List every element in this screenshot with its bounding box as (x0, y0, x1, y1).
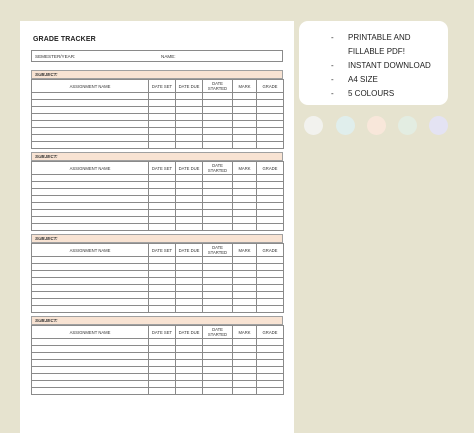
header-row (32, 244, 284, 257)
table-cell[interactable] (203, 142, 233, 149)
table-cell[interactable] (233, 374, 257, 381)
table-cell[interactable] (233, 360, 257, 367)
column-header: GRADE (257, 244, 284, 257)
colour-swatch (367, 116, 386, 135)
table-cell[interactable] (149, 353, 176, 360)
table-cell[interactable] (233, 353, 257, 360)
column-header: DATE SET (149, 244, 176, 257)
table-row (32, 257, 284, 264)
table-cell[interactable] (257, 121, 284, 128)
subject-bar[interactable] (31, 70, 283, 79)
table-cell[interactable] (233, 114, 257, 121)
table-cell[interactable] (203, 271, 233, 278)
table-row (32, 121, 284, 128)
table-cell[interactable] (203, 339, 233, 346)
table-cell[interactable] (257, 175, 284, 182)
subject-label: SUBJECT: (35, 318, 58, 323)
features-card (299, 21, 448, 105)
table-cell[interactable] (32, 339, 149, 346)
table-cell[interactable] (233, 285, 257, 292)
feature-fillable: FILLABLE PDF! (348, 47, 405, 56)
table-row (32, 292, 284, 299)
table-cell[interactable] (149, 203, 176, 210)
table-cell[interactable] (203, 257, 233, 264)
table-cell[interactable] (176, 360, 203, 367)
column-header: DATE SET (149, 326, 176, 339)
table-cell[interactable] (233, 271, 257, 278)
table-cell[interactable] (233, 381, 257, 388)
table-cell[interactable] (233, 224, 257, 231)
table-cell[interactable] (32, 346, 149, 353)
table-cell[interactable] (233, 257, 257, 264)
colour-swatch (429, 116, 448, 135)
table-cell[interactable] (257, 271, 284, 278)
bullet: - (331, 61, 334, 70)
feature-printable: PRINTABLE AND (348, 33, 411, 42)
table-row (32, 299, 284, 306)
table-row (32, 353, 284, 360)
table-cell[interactable] (176, 100, 203, 107)
column-header: MARK (233, 162, 257, 175)
table-cell[interactable] (233, 278, 257, 285)
table-cell[interactable] (203, 346, 233, 353)
table-row (32, 175, 284, 182)
subject-label: SUBJECT: (35, 154, 58, 159)
table-cell[interactable] (257, 292, 284, 299)
table-cell[interactable] (176, 285, 203, 292)
assignment-table (31, 325, 284, 395)
table-cell[interactable] (257, 128, 284, 135)
table-row (32, 203, 284, 210)
table-cell[interactable] (149, 381, 176, 388)
table-cell[interactable] (233, 93, 257, 100)
header-row (32, 162, 284, 175)
table-cell[interactable] (233, 100, 257, 107)
table-cell[interactable] (149, 367, 176, 374)
table-cell[interactable] (32, 203, 149, 210)
table-row (32, 182, 284, 189)
table-cell[interactable] (257, 100, 284, 107)
table-cell[interactable] (176, 175, 203, 182)
semester-year-field[interactable]: SEMESTER/YEAR: (35, 53, 76, 59)
table-cell[interactable] (233, 388, 257, 395)
table-cell[interactable] (203, 121, 233, 128)
column-header: DATE SET (149, 80, 176, 93)
table-cell[interactable] (149, 224, 176, 231)
table-cell[interactable] (32, 374, 149, 381)
table-cell[interactable] (176, 388, 203, 395)
table-cell[interactable] (149, 346, 176, 353)
table-cell[interactable] (233, 217, 257, 224)
table-cell[interactable] (149, 175, 176, 182)
table-cell[interactable] (149, 128, 176, 135)
table-cell[interactable] (203, 107, 233, 114)
table-row (32, 271, 284, 278)
table-cell[interactable] (176, 203, 203, 210)
table-row (32, 264, 284, 271)
table-cell[interactable] (32, 299, 149, 306)
table-cell[interactable] (233, 264, 257, 271)
column-header: MARK (233, 244, 257, 257)
table-cell[interactable] (203, 210, 233, 217)
table-cell[interactable] (233, 107, 257, 114)
table-cell[interactable] (32, 93, 149, 100)
table-cell[interactable] (176, 292, 203, 299)
subject-label: SUBJECT: (35, 72, 58, 77)
table-cell[interactable] (257, 114, 284, 121)
table-cell[interactable] (257, 346, 284, 353)
subject-section (31, 234, 283, 313)
table-cell[interactable] (257, 107, 284, 114)
table-cell[interactable] (149, 285, 176, 292)
table-cell[interactable] (233, 306, 257, 313)
table-cell[interactable] (32, 196, 149, 203)
table-cell[interactable] (233, 182, 257, 189)
table-cell[interactable] (176, 210, 203, 217)
table-cell[interactable] (149, 135, 176, 142)
table-cell[interactable] (149, 388, 176, 395)
table-cell[interactable] (176, 107, 203, 114)
table-cell[interactable] (32, 360, 149, 367)
table-cell[interactable] (233, 128, 257, 135)
table-cell[interactable] (233, 135, 257, 142)
table-cell[interactable] (233, 142, 257, 149)
info-row (31, 50, 283, 62)
table-cell[interactable] (149, 264, 176, 271)
table-cell[interactable] (257, 353, 284, 360)
table-cell[interactable] (203, 360, 233, 367)
column-header: DATE DUE (176, 162, 203, 175)
table-cell[interactable] (257, 189, 284, 196)
table-row (32, 285, 284, 292)
table-cell[interactable] (149, 114, 176, 121)
table-row (32, 93, 284, 100)
table-cell[interactable] (203, 93, 233, 100)
table-row (32, 367, 284, 374)
table-row (32, 135, 284, 142)
table-row (32, 114, 284, 121)
table-cell[interactable] (233, 175, 257, 182)
table-cell[interactable] (257, 264, 284, 271)
table-cell[interactable] (32, 271, 149, 278)
table-cell[interactable] (32, 128, 149, 135)
subject-section (31, 70, 283, 149)
table-cell[interactable] (32, 217, 149, 224)
table-row (32, 388, 284, 395)
table-cell[interactable] (203, 353, 233, 360)
page-title: GRADE TRACKER (33, 36, 96, 43)
table-cell[interactable] (257, 374, 284, 381)
table-cell[interactable] (32, 388, 149, 395)
table-cell[interactable] (233, 292, 257, 299)
subject-bar[interactable] (31, 316, 283, 325)
table-cell[interactable] (176, 346, 203, 353)
table-cell[interactable] (32, 367, 149, 374)
table-cell[interactable] (32, 381, 149, 388)
table-cell[interactable] (257, 381, 284, 388)
table-cell[interactable] (32, 306, 149, 313)
table-cell[interactable] (32, 100, 149, 107)
column-header: DATE STARTED (203, 244, 233, 257)
table-cell[interactable] (176, 339, 203, 346)
table-row (32, 128, 284, 135)
table-cell[interactable] (203, 278, 233, 285)
table-row (32, 224, 284, 231)
table-cell[interactable] (32, 292, 149, 299)
table-cell[interactable] (32, 114, 149, 121)
table-cell[interactable] (176, 135, 203, 142)
table-cell[interactable] (149, 121, 176, 128)
table-cell[interactable] (257, 257, 284, 264)
bullet: - (331, 33, 334, 42)
table-cell[interactable] (203, 292, 233, 299)
table-cell[interactable] (257, 339, 284, 346)
colour-swatch (398, 116, 417, 135)
table-cell[interactable] (176, 182, 203, 189)
table-cell[interactable] (176, 114, 203, 121)
table-cell[interactable] (176, 278, 203, 285)
table-cell[interactable] (203, 299, 233, 306)
assignment-table (31, 161, 284, 231)
table-cell[interactable] (257, 285, 284, 292)
table-cell[interactable] (233, 121, 257, 128)
table-cell[interactable] (149, 217, 176, 224)
table-cell[interactable] (149, 93, 176, 100)
table-cell[interactable] (32, 135, 149, 142)
table-cell[interactable] (176, 264, 203, 271)
subject-bar[interactable] (31, 152, 283, 161)
table-cell[interactable] (257, 203, 284, 210)
table-cell[interactable] (257, 142, 284, 149)
table-cell[interactable] (257, 360, 284, 367)
table-cell[interactable] (203, 182, 233, 189)
column-header: DATE DUE (176, 80, 203, 93)
column-header: MARK (233, 80, 257, 93)
table-cell[interactable] (149, 374, 176, 381)
column-header: ASSIGNMENT NAME (32, 244, 149, 257)
table-cell[interactable] (32, 224, 149, 231)
table-cell[interactable] (203, 264, 233, 271)
table-cell[interactable] (257, 182, 284, 189)
table-cell[interactable] (149, 299, 176, 306)
name-field[interactable]: NAME: (161, 53, 176, 59)
table-cell[interactable] (176, 224, 203, 231)
table-cell[interactable] (32, 189, 149, 196)
table-row (32, 381, 284, 388)
table-cell[interactable] (176, 271, 203, 278)
table-cell[interactable] (176, 121, 203, 128)
table-cell[interactable] (203, 306, 233, 313)
table-cell[interactable] (32, 257, 149, 264)
grade-tracker-page (20, 21, 294, 433)
table-cell[interactable] (176, 381, 203, 388)
table-cell[interactable] (203, 175, 233, 182)
table-cell[interactable] (203, 114, 233, 121)
table-cell[interactable] (257, 306, 284, 313)
table-row (32, 100, 284, 107)
column-header: ASSIGNMENT NAME (32, 80, 149, 93)
feature-download: INSTANT DOWNLOAD (348, 61, 431, 70)
table-cell[interactable] (233, 299, 257, 306)
table-row (32, 210, 284, 217)
table-cell[interactable] (176, 196, 203, 203)
table-cell[interactable] (203, 196, 233, 203)
table-cell[interactable] (176, 306, 203, 313)
table-cell[interactable] (32, 107, 149, 114)
table-cell[interactable] (149, 339, 176, 346)
table-cell[interactable] (203, 135, 233, 142)
table-row (32, 196, 284, 203)
table-cell[interactable] (257, 210, 284, 217)
column-header: ASSIGNMENT NAME (32, 326, 149, 339)
feature-colours: 5 COLOURS (348, 89, 395, 98)
table-cell[interactable] (203, 367, 233, 374)
table-cell[interactable] (233, 189, 257, 196)
table-row (32, 278, 284, 285)
column-header: GRADE (257, 326, 284, 339)
table-cell[interactable] (176, 374, 203, 381)
table-cell[interactable] (32, 182, 149, 189)
table-cell[interactable] (32, 121, 149, 128)
table-cell[interactable] (257, 135, 284, 142)
header-row (32, 326, 284, 339)
table-row (32, 306, 284, 313)
column-header: DATE DUE (176, 326, 203, 339)
table-cell[interactable] (149, 271, 176, 278)
table-cell[interactable] (257, 93, 284, 100)
table-cell[interactable] (176, 367, 203, 374)
table-cell[interactable] (149, 292, 176, 299)
table-row (32, 360, 284, 367)
column-header: DATE DUE (176, 244, 203, 257)
table-cell[interactable] (32, 175, 149, 182)
header-row (32, 80, 284, 93)
subject-label: SUBJECT: (35, 236, 58, 241)
table-cell[interactable] (149, 360, 176, 367)
assignment-table (31, 79, 284, 149)
table-row (32, 339, 284, 346)
table-cell[interactable] (176, 299, 203, 306)
assignment-table (31, 243, 284, 313)
table-cell[interactable] (203, 189, 233, 196)
table-cell[interactable] (176, 257, 203, 264)
table-cell[interactable] (203, 381, 233, 388)
table-cell[interactable] (32, 142, 149, 149)
table-row (32, 107, 284, 114)
table-row (32, 189, 284, 196)
table-cell[interactable] (233, 339, 257, 346)
table-cell[interactable] (176, 93, 203, 100)
column-header: DATE STARTED (203, 80, 233, 93)
table-cell[interactable] (233, 367, 257, 374)
table-cell[interactable] (149, 182, 176, 189)
table-row (32, 346, 284, 353)
feature-size: A4 SIZE (348, 75, 378, 84)
table-cell[interactable] (176, 142, 203, 149)
colour-swatch (304, 116, 323, 135)
table-cell[interactable] (257, 217, 284, 224)
table-cell[interactable] (32, 353, 149, 360)
table-cell[interactable] (32, 210, 149, 217)
table-cell[interactable] (176, 353, 203, 360)
table-cell[interactable] (149, 210, 176, 217)
table-cell[interactable] (203, 374, 233, 381)
bullet: - (331, 89, 334, 98)
table-cell[interactable] (203, 217, 233, 224)
table-cell[interactable] (149, 107, 176, 114)
table-cell[interactable] (149, 196, 176, 203)
table-cell[interactable] (149, 142, 176, 149)
table-cell[interactable] (32, 278, 149, 285)
table-row (32, 217, 284, 224)
table-cell[interactable] (257, 299, 284, 306)
table-row (32, 374, 284, 381)
table-cell[interactable] (203, 285, 233, 292)
table-cell[interactable] (149, 100, 176, 107)
table-cell[interactable] (203, 388, 233, 395)
bullet: - (331, 75, 334, 84)
table-cell[interactable] (257, 278, 284, 285)
table-cell[interactable] (203, 100, 233, 107)
table-cell[interactable] (233, 203, 257, 210)
subject-bar[interactable] (31, 234, 283, 243)
column-header: DATE STARTED (203, 162, 233, 175)
table-cell[interactable] (32, 285, 149, 292)
subject-section (31, 152, 283, 231)
table-cell[interactable] (233, 210, 257, 217)
column-header: GRADE (257, 80, 284, 93)
table-cell[interactable] (176, 217, 203, 224)
column-header: MARK (233, 326, 257, 339)
table-cell[interactable] (176, 189, 203, 196)
table-cell[interactable] (32, 264, 149, 271)
table-cell[interactable] (203, 203, 233, 210)
table-cell[interactable] (257, 196, 284, 203)
table-cell[interactable] (176, 128, 203, 135)
colour-swatch (336, 116, 355, 135)
table-cell[interactable] (149, 189, 176, 196)
table-cell[interactable] (203, 128, 233, 135)
table-cell[interactable] (149, 306, 176, 313)
table-cell[interactable] (149, 278, 176, 285)
table-cell[interactable] (257, 224, 284, 231)
column-header: DATE SET (149, 162, 176, 175)
table-cell[interactable] (257, 367, 284, 374)
table-cell[interactable] (233, 196, 257, 203)
column-header: ASSIGNMENT NAME (32, 162, 149, 175)
table-cell[interactable] (149, 257, 176, 264)
subject-section (31, 316, 283, 395)
table-row (32, 142, 284, 149)
table-cell[interactable] (257, 388, 284, 395)
column-header: GRADE (257, 162, 284, 175)
column-header: DATE STARTED (203, 326, 233, 339)
table-cell[interactable] (233, 346, 257, 353)
table-cell[interactable] (203, 224, 233, 231)
